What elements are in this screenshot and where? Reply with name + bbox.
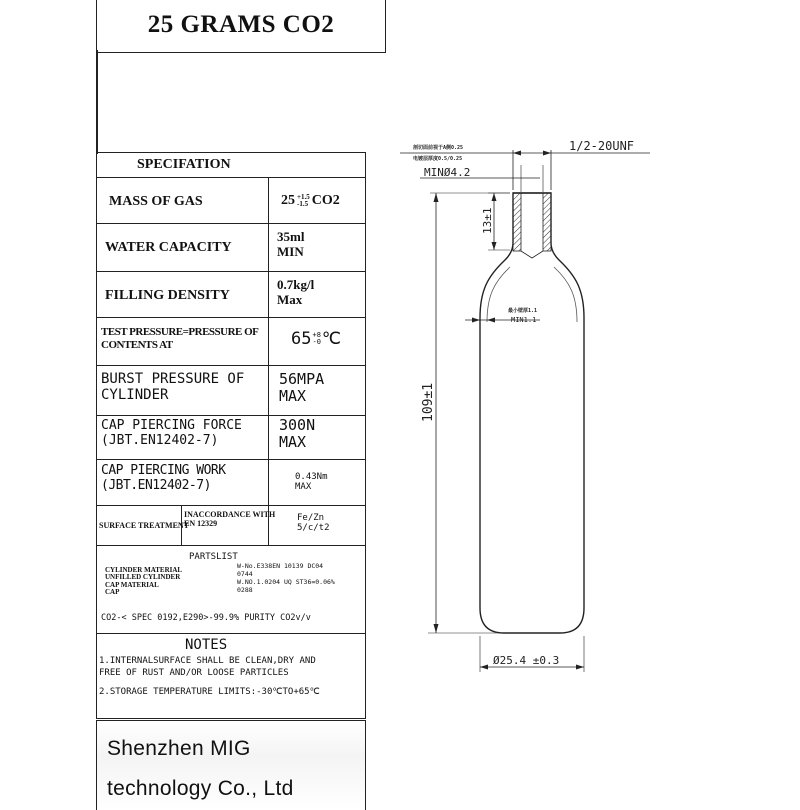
company-line-1: Shenzhen MIG: [107, 737, 251, 760]
spec-label: FILLING DENSITY: [105, 288, 230, 303]
wall-thickness-dimension: [465, 307, 540, 324]
notes-title: NOTES: [185, 637, 228, 653]
partslist-items: CYLINDER MATERIAL UNFILLED CYLINDER CAP MATERIAL CAP: [105, 566, 183, 597]
length-dimension: [421, 193, 510, 633]
spec-label: CAP PIERCING WORK (JBT.EN12402-7): [101, 463, 226, 493]
spec-value: 0.7kg/l Max: [277, 277, 315, 307]
spec-label: CAP PIERCING FORCE (JBT.EN12402-7): [101, 418, 242, 448]
purity-text: CO2-< SPEC 0192,E290>-99.9% PURITY CO2v/v: [101, 613, 311, 623]
spec-value: 35ml MIN: [277, 229, 305, 259]
diameter-label: Ø25.4 ±0.3: [493, 654, 560, 667]
spec-value: 25 +1.5 -1.5 CO2: [281, 192, 340, 208]
neck-height-dimension: [481, 193, 510, 250]
neck-inner-bottom: [521, 251, 543, 258]
note-1: 1.INTERNALSURFACE SHALL BE CLEAN,DRY AND FREE OF RUST AND/OR LOOSE PARTICLES: [99, 656, 316, 678]
drawing-note-1: 剖切面前视于A侧0.25: [413, 145, 464, 151]
wall-label: MIN1.1: [511, 316, 537, 324]
spec-label: MASS OF GAS: [109, 194, 203, 209]
drawing-title: 25 GRAMS CO2: [147, 11, 335, 38]
thread-hatch-right: [543, 193, 551, 251]
thread-label: 1/2-20UNF: [569, 139, 635, 153]
thread-dimension: [400, 139, 650, 190]
min-diameter-label: MINØ4.2: [424, 166, 471, 179]
diameter-dimension: [480, 636, 584, 672]
wall-note: 最小壁厚1.1: [508, 308, 538, 314]
spec-value: Fe/Zn 5/c/t2: [297, 513, 330, 534]
length-label: 109±1: [421, 382, 436, 422]
neck-height-label: 13±1: [481, 207, 494, 234]
spec-value: 300N MAX: [279, 416, 316, 452]
drawing-note-2: 电镀层厚度0.5/0.25: [413, 156, 463, 162]
spec-label: TEST PRESSURE=PRESSURE OF CONTENTS AT: [101, 326, 259, 351]
min-diameter-dimension: [420, 165, 543, 192]
spec-label: BURST PRESSURE OF CYLINDER: [101, 371, 245, 404]
spec-value: 56MPA MAX: [279, 370, 325, 406]
spec-label-standard: INACCORDANCE WITH EN 12329: [184, 510, 276, 529]
spec-value: 0.43Nm MAX: [295, 472, 328, 493]
spec-label: SURFACE TREATMENT: [99, 521, 190, 530]
note-2: 2.STORAGE TEMPERATURE LIMITS:-30℃TO+65℃: [99, 687, 320, 697]
cylinder-outline: [480, 193, 584, 633]
spec-header: SPECIFATION: [137, 157, 231, 172]
partslist-materials: W-No.E338EN 10139 DC04 0744 W.NO.1.0204 UQ ST36=0.06% 0288: [237, 562, 335, 595]
partslist-title: PARTSLIST: [189, 552, 238, 562]
spec-value: 65+8 -0℃: [291, 329, 342, 349]
thread-hatch-left: [513, 193, 521, 251]
company-line-2: technology Co., Ltd: [107, 777, 294, 800]
spec-label: WATER CAPACITY: [105, 240, 232, 255]
